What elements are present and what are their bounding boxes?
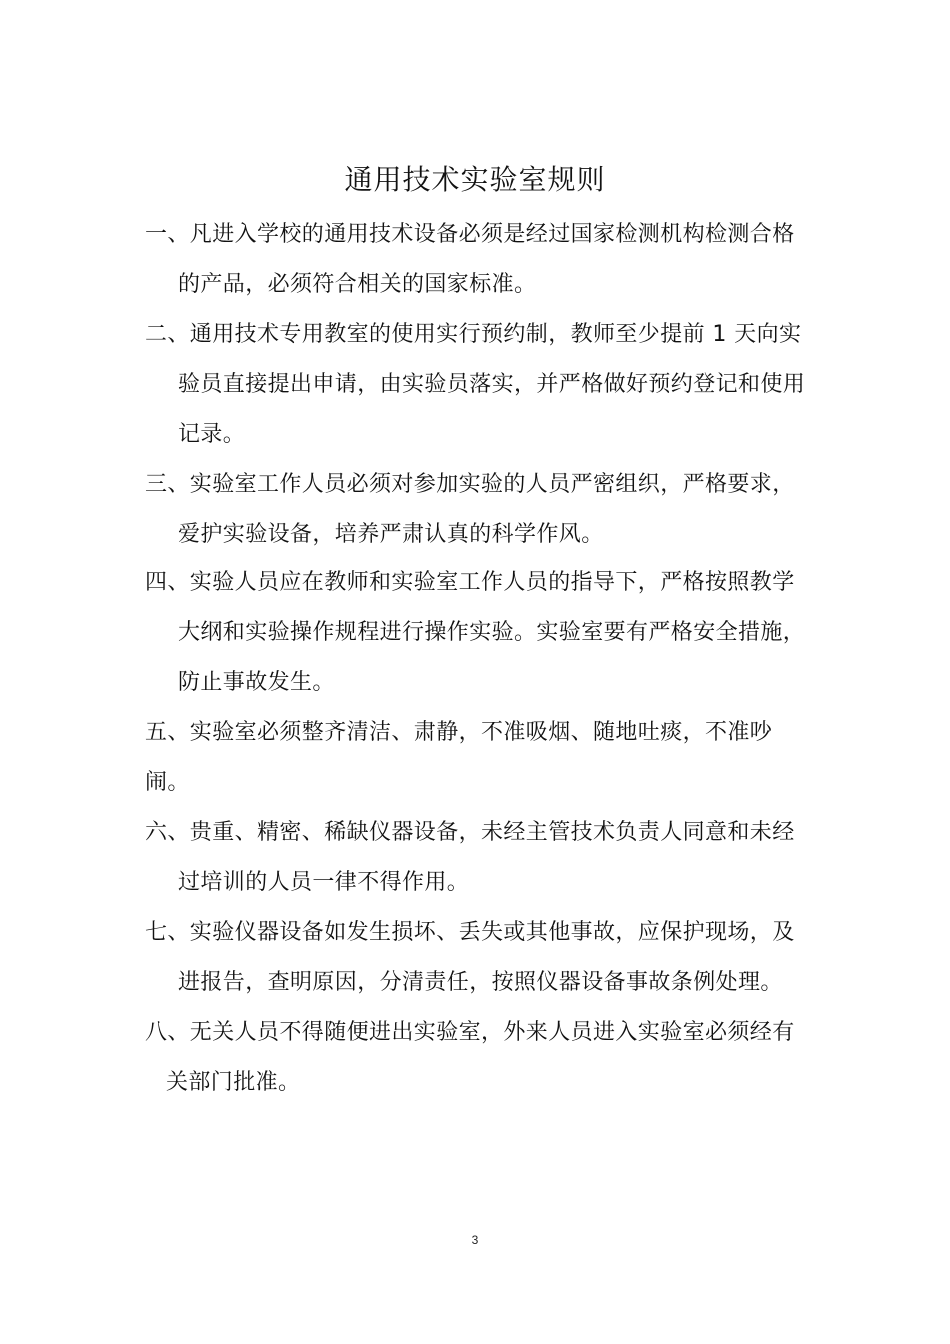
rule-5-line-1: 五、实验室必须整齐清洁、肃静，不准吸烟、随地吐痰，不准吵	[145, 720, 773, 745]
rule-5-line-2: 闹。	[145, 770, 190, 795]
rule-2-line-2: 验员直接提出申请，由实验员落实，并严格做好预约登记和使用	[178, 372, 806, 397]
rule-6-line-1: 六、贵重、精密、稀缺仪器设备，未经主管技术负责人同意和未经	[145, 820, 795, 845]
rule-3-line-1: 三、实验室工作人员必须对参加实验的人员严密组织，严格要求，	[145, 472, 795, 497]
rule-4-line-2: 大纲和实验操作规程进行操作实验。实验室要有严格安全措施，	[178, 620, 806, 645]
rule-7-line-1: 七、实验仪器设备如发生损坏、丢失或其他事故，应保护现场，及	[145, 920, 795, 945]
rule-3-line-2: 爱护实验设备，培养严肃认真的科学作风。	[178, 522, 604, 547]
page-number: 3	[471, 1233, 479, 1247]
rule-1-line-2: 的产品，必须符合相关的国家标准。	[178, 272, 537, 297]
rule-2-line-3: 记录。	[178, 422, 246, 447]
rule-7-line-2: 进报告，查明原因，分清责任，按照仪器设备事故条例处理。	[178, 970, 783, 995]
rule-6-line-2: 过培训的人员一律不得作用。	[178, 870, 470, 895]
rule-4-line-3: 防止事故发生。	[178, 670, 335, 695]
rule-2-line-1: 二、通用技术专用教室的使用实行预约制，教师至少提前 1 天向实	[145, 322, 802, 347]
rule-8-line-1: 八、无关人员不得随便进出实验室，外来人员进入实验室必须经有	[145, 1020, 795, 1045]
rule-4-line-1: 四、实验人员应在教师和实验室工作人员的指导下，严格按照教学	[145, 570, 795, 595]
rule-1-line-1: 一、凡进入学校的通用技术设备必须是经过国家检测机构检测合格	[145, 222, 795, 247]
page-title: 通用技术实验室规则	[344, 163, 606, 196]
rule-8-line-2: 关部门批准。	[166, 1070, 301, 1095]
